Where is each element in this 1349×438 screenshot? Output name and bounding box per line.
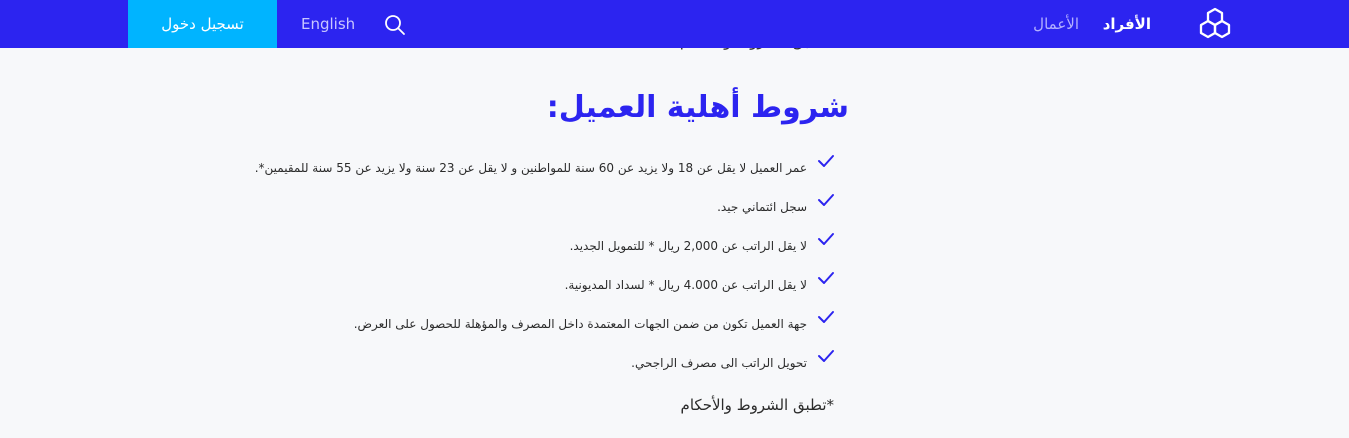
- criteria-text: عمر العميل لا يقل عن 18 ولا يزيد عن 60 سنة للمواطنين و لا يقل عن 23 سنة ولا يزيد عن 55 سنة للمقيمين*.: [254, 161, 807, 175]
- check-icon: [817, 193, 835, 207]
- check-icon: [817, 271, 835, 285]
- check-icon: [817, 154, 835, 168]
- list-item: [631, 353, 835, 375]
- alrajhi-logo-icon[interactable]: [1197, 6, 1233, 42]
- criteria-text: لا يقل الراتب عن 2,000 ريال * للتمويل الجديد.: [569, 239, 807, 253]
- search-icon[interactable]: [383, 13, 407, 37]
- check-icon: [817, 310, 835, 324]
- top-navbar: [0, 0, 1349, 48]
- list-item: [717, 197, 835, 219]
- terms-footnote: *تطبق الشروط والأحكام: [680, 396, 834, 414]
- nav-business[interactable]: الأعمال: [1033, 15, 1079, 33]
- list-item: [255, 158, 835, 180]
- criteria-text: تحويل الراتب الى مصرف الراجحي.: [631, 356, 807, 370]
- check-icon: [817, 349, 835, 363]
- criteria-text: جهة العميل تكون من ضمن الجهات المعتمدة داخل المصرف والمؤهلة للحصول على العرض.: [353, 317, 807, 331]
- criteria-text: لا يقل الراتب عن 4.000 ريال * لسداد المديونية.: [564, 278, 807, 292]
- list-item: [570, 236, 835, 258]
- list-item: [354, 314, 835, 336]
- criteria-text: سجل ائتماني جيد.: [717, 200, 807, 214]
- language-switch-link[interactable]: English: [301, 15, 356, 33]
- login-button[interactable]: تسجيل دخول: [128, 0, 277, 48]
- eligibility-title: شروط أهلية العميل:: [546, 90, 849, 125]
- list-item: [565, 275, 835, 297]
- nav-individuals[interactable]: الأفراد: [1102, 15, 1151, 33]
- check-icon: [817, 232, 835, 246]
